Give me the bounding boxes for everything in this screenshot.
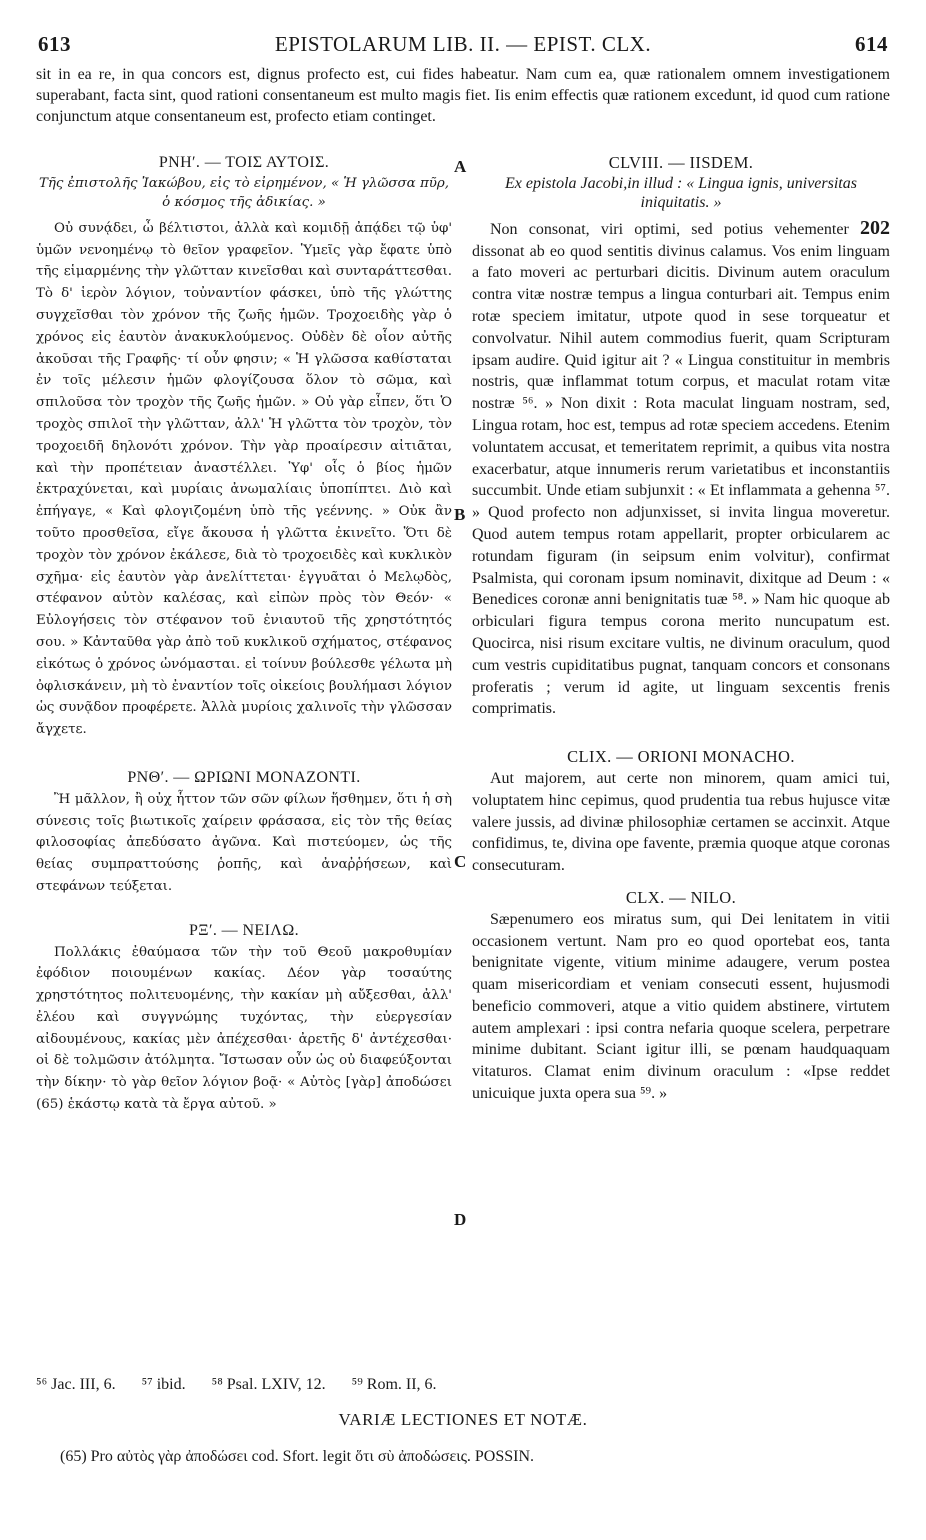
latin-epistle-158-text-start: Non consonat, viri optimi, sed potius vehementer (490, 220, 849, 238)
latin-epistle-158-title: CLVIII. — IISDEM. (608, 153, 754, 172)
latin-epistle-158-subtitle: Ex epistola Jacobi,in illud : « Lingua ignis, universitas iniquitatis. » (505, 174, 857, 211)
page-number-right: 614 (855, 32, 888, 56)
continued-paragraph: sit in ea re, in qua concors est, dignus profecto est, cui fides habeatur. Nam cum ea, quæ rationalem omnem investigationem superabant, facta sint, quod rationi consentaneum est multo magis fiet. Iis enim effectis quæ rationem excedunt, id quod cum ratione conjunctum atque consentaneum est, profecto etiam continget. (36, 66, 890, 125)
greek-epistle-160-text: Πολλάκις ἐθαύμασα τῶν τὴν τοῦ Θεοῦ μακροθυμίαν ἐφόδιον ποιουμένων κακίας. Δέον γὰρ τοσαύτης χρηστότητος πολιτευομένης, τὴν κακίαν μὴ αὔξεσθαι, ἀλλ' ἐλέου καὶ συγγνώμης τυχόντας, τὴν εὐεργεσίαν αἰδουμένους, κακίας μὲν ἀπέχεσθαι· ἀρετῆς δ' ἀντέχεσθαι· οἱ δὲ τολμῶσιν ἀτόλμητα. Ἴστωσαν οὖν ὡς οὐ διαφεύξονται τὴν δίκην· τὸ γὰρ θεῖον λόγιον βοᾷ· « Αὐτὸς [γὰρ] ἀποδώσει (65) ἑκάστῳ κατὰ τὰ ἔργα αὐτοῦ. » (36, 944, 452, 1113)
latin-epistle-160-text: Sæpenumero eos miratus sum, qui Dei lenitatem in vitii occasionem vertunt. Nam pro eo quod oportebat eos, tanta benignitate vigente, vitium minime adaugere, verum postea quam misericordiam et veniam consecuti essent, hujusmodi beneficio commoveri, atque a vitio quidem abstinere, virtutem autem amplexari : ipsi contra nefaria quoque scelera, perpetrare minime dubitant. Sciant igitur illi, se pœnam haudquaquam vitaturos. Clamat enim divinum oraculum : «Ipse reddet unicuique juxta opera sua ⁵⁹. » (472, 910, 890, 1103)
latin-column (472, 152, 890, 1105)
footnote-57: ⁵⁷ ibid. (141, 1376, 186, 1393)
page-number-left: 613 (38, 32, 71, 56)
section-marker-c: C (454, 852, 467, 871)
greek-epistle-159-text: Ἢ μᾶλλον, ἢ οὐχ ἧττον τῶν σῶν φίλων ἥσθημεν, ὅτι ἡ σὴ σύνεσις τοῖς βιωτικοῖς χαίρειν φράσασα, εἰς τὸν τῆς θείας φιλοσοφίας ἀπεδύσατο ἀγῶνα. Καὶ πιστεύομεν, ὡς τῆς θείας συμπραττούσης ῥοπῆς, καὶ ἀναῤῥήσεων, καὶ στεφάνων τεύξεται. (36, 791, 452, 894)
greek-epistle-158-title: ΡΝΗ′. — ΤΟΙΣ ΑΥΤΟΙΣ. (158, 154, 330, 171)
footnotes (36, 1374, 890, 1396)
greek-column (36, 152, 452, 1116)
footnote-58: ⁵⁸ Psal. LXIV, 12. (211, 1376, 326, 1393)
footnote-59: ⁵⁹ Rom. II, 6. (351, 1376, 437, 1393)
greek-epistle-160-title: ΡΞ′. — ΝΕΙΛΩ. (188, 921, 300, 939)
running-title: EPISTOLARUM LIB. II. — EPIST. CLX. (274, 32, 652, 56)
latin-epistle-159-title: CLIX. — ORIONI MONACHO. (567, 747, 795, 767)
section-marker-a: A (454, 157, 467, 176)
note-65: (65) Pro αὐτὸς γὰρ ἀποδώσει cod. Sfort. legit ὅτι σὺ ἀποδώσεις. POSSIN. (60, 1448, 535, 1465)
latin-epistle-160-title: CLX. — NILO. (625, 887, 737, 907)
greek-epistle-158-subtitle: Τῆς ἐπιστολῆς Ἰακώβου, εἰς τὸ εἰρημένον, « Ἡ γλῶσσα πῦρ, ὁ κόσμος τῆς ἀδικίας. » (38, 175, 450, 210)
latin-epistle-158-text (472, 218, 890, 720)
latin-epistle-158-text-rest: dissonat ab eo quod sentitis divinus calamus. Vos enim linguam a fato moveri ac perturbari dicitis. Divinum autem oraculum contra vitæ nostræ tempus a lingua conturbari ait. Tempus enim rotæ speciem imitatur, utpote quod in sese torqueatur et convolvatur. Nihil autem commodius fuerit, quam Scripturam ipsam audire. Quid igitur ait ? « Lingua constituitur in membris nostris, quæ inflammat totum corpus, et maculat rotam vitæ nostræ ⁵⁶. » Non dixit : Rota maculat linguam nostram, sed, Lingua rotam, hoc est, tempus ad rotæ speciem accedens. Etenim voluntatem accusat, et temeritatem reprimit, a quibus vita nostra exacerbatur, atque innumeris rerum varietatibus et inconstantiis succumbit. Unde etiam subjunxit : « Et inflammata a gehenna ⁵⁷. » Quod profecto non adjunxisset, si invita lingua moveretur. Quod autem tempus rotam appellarit, propter orbicularem ac rotundam figuram (in seipsum enim volvitur), confirmat Psalmista, qui coronam ipsum nominavit, dixitque ad Deum : « Benedices coronæ anni benignitatis tuæ ⁵⁸. » Nam hic quoque ab orbiculari figura tempus corona merito nuncupatum est. Quocirca, nisi risum excitare vultis, ne divinum oraculum, quod cum vestris cupiditatibus pugnat, tanquam concors et consonans proferatis ; verum id agite, ut linguam sexcentis frenis comprimatis. (472, 242, 890, 718)
running-head (38, 32, 888, 58)
greek-epistle-158-text: Οὐ συνᾴδει, ὦ βέλτιστοι, ἀλλὰ καὶ κομιδῇ ἀπᾴδει τῷ ὑφ' ὑμῶν νενοημένῳ τὸ θεῖον γραφεῖον. Ὑμεῖς γὰρ ἔφατε ὑπὸ τῆς εἱμαρμένης τὴν γλῶτταν κινεῖσθαι καὶ συνταράττεσθαι. Τὸ δ' ἱερὸν λόγιον, τοὐναντίον φάσκει, ὑπὸ τῆς γλώττης συγχεῖσθαι τὸν χρόνον τῆς ζωῆς ἡμῶν. Τροχοειδὴς γὰρ ὁ χρόνος εἰς ἑαυτὸν ἀνακυκλούμενος. Οὐδὲν δὲ οἷον αὐτῆς ἀκοῦσαι τῆς Γραφῆς· τί οὖν φησιν; « Ἡ γλῶσσα καθίσταται ἐν τοῖς μέλεσιν ἡμῶν φλογίζουσα ὅλον τὸ σῶμα, καὶ σπιλοῦσα τὸν τροχὸν τῆς ζωῆς ἡμῶν. » Οὐ γὰρ εἶπεν, ὅτι Ὁ τροχὸς σπιλοῖ τὴν γλῶτταν, ἀλλ' Ἡ γλῶττα τὸν τροχὸν, τὸν τροχοειδῆ δηλονότι χρόνον. Τὴν γὰρ προαίρεσιν αἰτιᾶται, καὶ τὴν προπέτειαν ἀναστέλλει. Ὑφ' οἷς ὁ βίος ἡμῶν ἐκτραχύνεται, καὶ μυρίαις ἀνωμαλίαις ὑποπίπτει. Διὸ καὶ ἐπήγαγε, « Καὶ φλογιζομένη ὑπὸ τῆς γεέννης. » Οὐκ ἂν τοῦτο προσθεῖσα, εἴγε ἄκουσα ἡ γλῶττα ἐκινεῖτο. Ὅτι δὲ τροχὸν τὸν χρόνον ἐκάλεσε, διὰ τὸ τροχοειδὲς καὶ κυκλικὸν σχῆμα· εἰς ἑαυτὸν γὰρ ἀνελίττεται· ἐγγυᾶται ὁ Μελῳδὸς, στέφανον αὐτὸν καλέσας, καὶ εἰπὼν πρὸς τὸν Θεόν· « Εὐλογήσεις τὸν στέφανον τοῦ ἐνιαυτοῦ τῆς χρηστότητός σου. » Κἀνταῦθα γὰρ ἀπὸ τοῦ κυκλικοῦ σχήματος, στέφανος εἰκότως ὁ χρόνος ὠνόμασται. εἰ τοίνυν βούλεσθε γέλωτα μὴ ὀφλισκάνειν, μὴ τὸ ἐναντίον τοῖς οἰκείοις βουλήμασι λόγιον ὡς συνᾷδον προφέρετε. Ἀλλὰ μυρίοις χαλινοῖς τὴν γλῶσσαν ἄγχετε. (36, 220, 452, 738)
greek-epistle-159-title: ΡΝΘ′. — ΩΡΙΩΝΙ ΜΟΝΑΖΟΝΤΙ. (127, 768, 361, 786)
column-number: 202 (860, 216, 891, 239)
latin-epistle-159-text: Aut majorem, aut certe non minorem, quam amici tui, voluptatem hinc cepimus, quod prudentia tua rebus hujusce vitæ valere jussis, ad divinæ philosophiæ certamen se accinxit. Atque confidimus, te, divina ope favente, præmia quoque atque coronas consecuturam. (472, 769, 890, 875)
section-marker-d: D (454, 1210, 467, 1229)
notes-title: VARIÆ LECTIONES ET NOTÆ. (338, 1410, 588, 1429)
section-marker-b: B (454, 505, 466, 524)
footnote-56: ⁵⁶ Jac. III, 6. (36, 1376, 116, 1393)
